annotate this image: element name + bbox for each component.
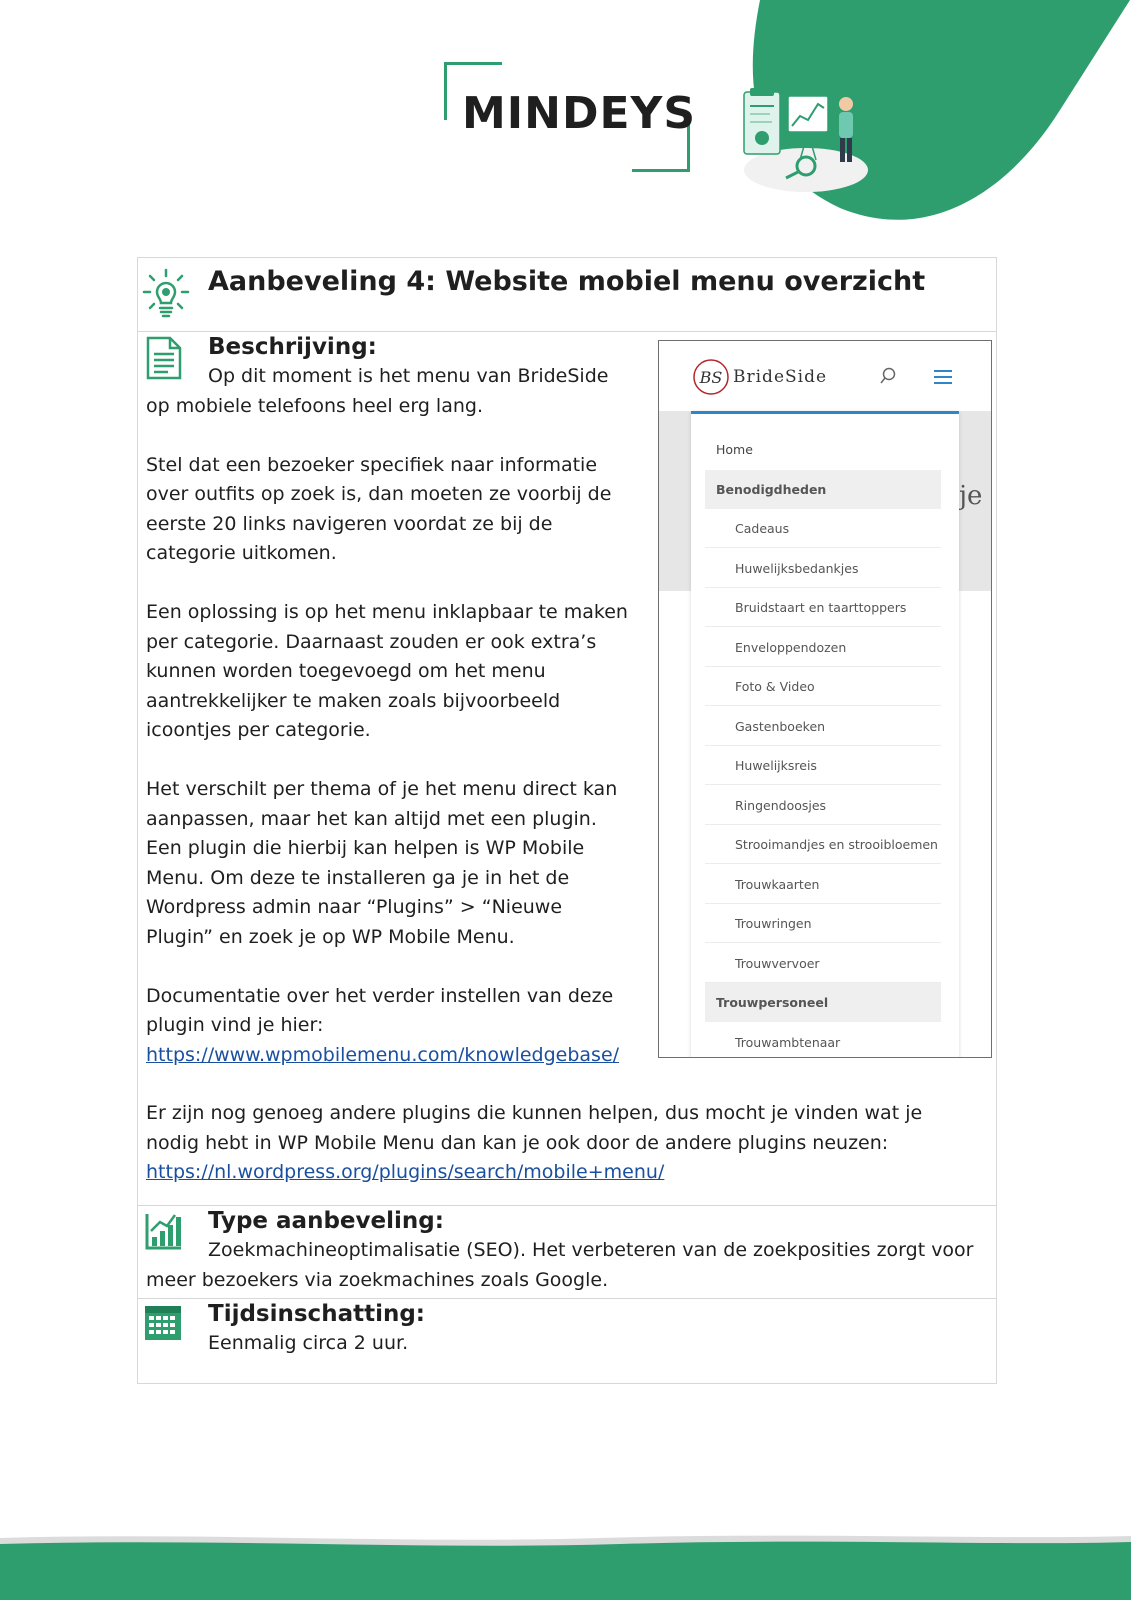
hamburger-menu-icon[interactable] [933, 369, 953, 385]
mobile-menu-screenshot [658, 340, 992, 1058]
description-heading: Beschrijving: [208, 334, 377, 360]
menu-item[interactable]: Huwelijksbedankjes [705, 549, 941, 588]
text-line: per categorie. Daarnaast zouden er ook extra’s [146, 630, 597, 653]
divider [138, 1298, 996, 1299]
text-line: Een oplossing is op het menu inklapbaar te maken [146, 601, 628, 623]
text-line: Plugin” en zoek je op WP Mobile Menu. [146, 925, 515, 948]
text-line: kunnen worden toegevoegd om het menu [146, 660, 546, 682]
text-line: over outfits op zoek is, dan moeten ze voorbij de [146, 483, 612, 505]
documentation-link[interactable]: https://www.wpmobilemenu.com/knowledgebase/ [146, 1043, 620, 1066]
menu-item[interactable]: Trouwringen [705, 904, 941, 943]
description-intro [208, 362, 648, 392]
text-line: Documentatie over het verder instellen van deze [146, 984, 614, 1007]
text-line: Wordpress admin naar “Plugins” > “Nieuwe [146, 896, 563, 918]
text-line: op mobiele telefoons heel erg lang. [146, 394, 483, 417]
text-line: Eenmalig circa 2 uur. [208, 1332, 409, 1354]
text-line: icoontjes per categorie. [146, 719, 371, 741]
plugins-search-link[interactable]: https://nl.wordpress.org/plugins/search/mobile+menu/ [146, 1161, 665, 1183]
recommendation-card [137, 257, 997, 1384]
text-line: Stel dat een bezoeker specifiek naar informatie [146, 453, 598, 476]
mindeys-logo [444, 62, 697, 172]
text-line: Er zijn nog genoeg andere plugins die kunnen helpen, dus mocht je vinden wat je [146, 1102, 923, 1124]
menu-item[interactable]: Ringendoosjes [705, 786, 941, 825]
time-text [208, 1329, 808, 1359]
time-heading: Tijdsinschatting: [208, 1301, 425, 1327]
text-line: plugin vind je hier: [146, 1014, 324, 1036]
menu-item[interactable]: Gastenboeken [705, 707, 941, 746]
plugins-paragraph [146, 1099, 986, 1188]
bar-chart-icon [144, 1211, 184, 1251]
logo-initials: BS [699, 368, 723, 387]
analytics-illustration [738, 82, 878, 192]
menu-item[interactable]: Enveloppendozen [705, 628, 941, 667]
text-line: Zoekmachineoptimalisatie (SEO). Het verbeteren van de zoekposities zorgt voor [208, 1239, 974, 1261]
menu-item[interactable]: Cadeaus [705, 509, 941, 548]
text-line: Op dit moment is het menu van BrideSide [208, 365, 609, 387]
lightbulb-icon [142, 268, 190, 320]
screenshot-background-text: je [959, 481, 983, 511]
text-line: aanpassen, maar het kan altijd met een plugin. [146, 807, 597, 830]
menu-item[interactable]: Trouwvervoer [705, 944, 941, 983]
divider [138, 1205, 996, 1206]
recommendation-title: Aanbeveling 4: Website mobiel menu overzicht [208, 266, 926, 297]
menu-item[interactable]: Trouwpersoneel [705, 983, 941, 1022]
type-line-2-wrap [146, 1266, 926, 1296]
brideside-logo-icon [691, 357, 731, 397]
menu-item[interactable]: Trouwambtenaar [705, 1023, 941, 1059]
menu-item[interactable]: Trouwkaarten [705, 865, 941, 904]
logo-text: MINDEYS [462, 88, 697, 139]
menu-item[interactable]: Strooimandjes en strooibloemen [705, 825, 941, 864]
menu-item[interactable]: Home [716, 442, 753, 457]
text-line: meer bezoekers via zoekmachines zoals Google. [146, 1268, 609, 1291]
text-line: Menu. Om deze te installeren ga je in het de [146, 866, 570, 889]
menu-item[interactable]: Foto & Video [705, 667, 941, 706]
description-body [146, 392, 646, 1071]
text-line: nodig hebt in WP Mobile Menu dan kan je ook door de andere plugins neuzen: [146, 1131, 889, 1154]
mobile-menu-panel [691, 411, 959, 1058]
site-name: BrideSide [733, 367, 828, 387]
calendar-icon [144, 1305, 182, 1341]
menu-item[interactable]: Benodigdheden [705, 470, 941, 509]
text-line: Het verschilt per thema of je het menu direct kan [146, 778, 618, 800]
type-line-1-wrap [208, 1236, 988, 1266]
search-icon[interactable] [879, 367, 897, 385]
type-heading: Type aanbeveling: [208, 1208, 444, 1234]
screenshot-header [659, 341, 991, 411]
menu-item[interactable]: Bruidstaart en taarttoppers [705, 588, 941, 627]
divider [138, 331, 996, 332]
text-line: eerste 20 links navigeren voordat ze bij de [146, 512, 553, 535]
document-icon [146, 336, 182, 380]
text-line: Een plugin die hierbij kan helpen is WP Mobile [146, 837, 585, 859]
menu-item[interactable]: Huwelijksreis [705, 746, 941, 785]
footer-wave [0, 1530, 1131, 1600]
text-line: categorie uitkomen. [146, 542, 337, 564]
text-line: aantrekkelijker te maken zoals bijvoorbeeld [146, 689, 561, 712]
